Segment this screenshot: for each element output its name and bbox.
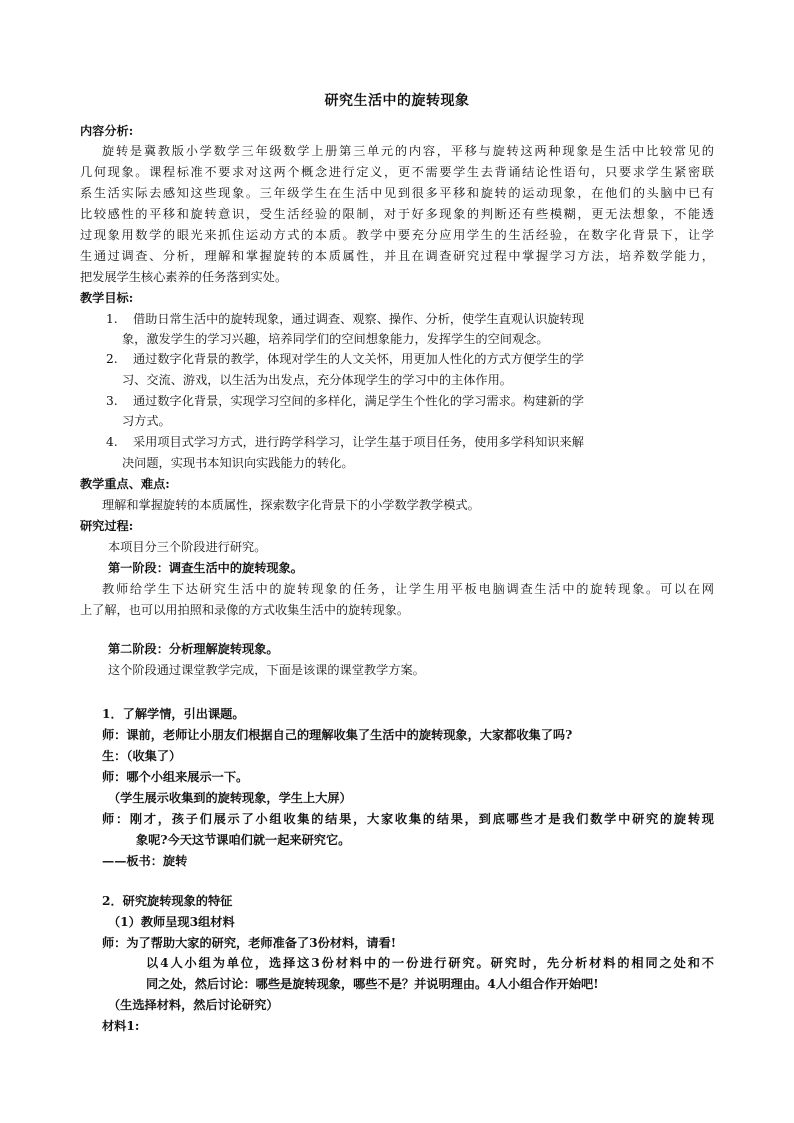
objective-text: 习、交流、游戏，以生活为出发点，充分体现学生的学习中的主体作用。 [122, 373, 512, 387]
content-analysis-line: 生通过调查、分析，理解和掌握旋转的本质属性，并且在调查研究过程中掌握学习方法，培养数学能力， [80, 249, 714, 263]
material-label: 材料1: [102, 1019, 140, 1033]
teacher-line: 以4人小组为单位，选择这3份材料中的一份进行研究。研究时，先分析材料的相同之处和不 [146, 956, 714, 970]
content-analysis-heading: 内容分析: [80, 124, 134, 138]
content-analysis-line: 比较感性的平移和旋转意识，受生活经验的限制，对于好多现象的判断还有些模糊，更无法想象，不能透 [80, 207, 714, 221]
content-analysis-line: 旋转是冀教版小学数学三年级数学上册第三单元的内容，平移与旋转这两种现象是生活中比较常见的 [102, 144, 714, 158]
objective-text: 通过数字化背景的教学，体现对学生的人文关怀，用更加人性化的方式方便学生的学 [133, 352, 584, 366]
student-line: 生：（收集了） [102, 749, 182, 763]
activity-note: （生选择材料，然后讨论研究） [108, 998, 279, 1012]
content-analysis-line: 系生活实际去感知这些现象。三年级学生在生活中见到很多平移和旋转的运动现象，在他们的头脑中已有 [80, 186, 714, 200]
objective-text: 采用项目式学习方式，进行跨学科学习，让学生基于项目任务，使用多学科知识来解 [133, 435, 584, 449]
section-2-subtitle: （1）教师呈现3组材料 [108, 915, 235, 929]
stage1-text: 上了解，也可以用拍照和录像的方式收集生活中的旋转现象。 [80, 603, 410, 617]
teacher-line: 同之处，然后讨论：哪些是旋转现象，哪些不是？并说明理由。4人小组合作开始吧! [146, 977, 599, 991]
objective-number: 3. [106, 394, 118, 408]
key-points-heading: 教学重点、难点: [80, 477, 170, 491]
content-analysis-line: 几何现象。课程标准不要求对这两个概念进行定义，更不需要学生去背诵结论性语句，只要求学生紧密联 [80, 165, 714, 179]
section-1-title: 1．了解学情，引出课题。 [102, 707, 245, 721]
key-points-text: 理解和掌握旋转的本质属性，探索数字化背景下的小学数学教学模式。 [102, 498, 480, 512]
teacher-line: 师：为了帮助大家的研究，老师准备了3份材料，请看! [102, 936, 397, 950]
objective-text: 决问题，实现书本知识向实践能力的转化。 [122, 456, 354, 470]
stage2-title: 第二阶段：分析理解旋转现象。 [108, 642, 279, 656]
objective-text: 借助日常生活中的旋转现象，通过调查、观察、操作、分析，使学生直观认识旋转现 [133, 312, 584, 326]
activity-note: （学生展示收集到的旋转现象，学生上大屏） [108, 791, 352, 805]
objective-text: 通过数字化背景，实现学习空间的多样化，满足学生个性化的学习需求。构建新的学 [133, 394, 584, 408]
process-heading: 研究过程: [80, 519, 134, 533]
section-2-title: 2．研究旋转现象的特征 [102, 894, 233, 908]
stage1-text: 教师给学生下达研究生活中的旋转现象的任务，让学生用平板电脑调查生活中的旋转现象。可以在网 [102, 582, 714, 596]
page-title: 研究生活中的旋转现象 [324, 93, 470, 109]
content-analysis-line: 过现象用数学的眼光来抓住运动方式的本质。教学中要充分应用学生的生活经验，在数字化背景下，让学 [80, 228, 714, 242]
objective-number: 2. [106, 352, 118, 366]
process-intro: 本项目分三个阶段进行研究。 [108, 540, 267, 554]
stage1-title: 第一阶段：调查生活中的旋转现象。 [108, 561, 303, 575]
objective-number: 1. [106, 312, 118, 326]
objectives-heading: 教学目标: [80, 291, 134, 305]
teacher-line: 师：刚才，孩子们展示了小组收集的结果，大家收集的结果，到底哪些才是我们数学中研究的旋转现 [102, 812, 714, 826]
blackboard-note: ——板书：旋转 [102, 854, 188, 868]
stage2-text: 这个阶段通过课堂教学完成，下面是该课的课堂教学方案。 [108, 663, 425, 677]
content-analysis-line: 把发展学生核心素养的任务落到实处。 [80, 270, 288, 284]
objective-number: 4. [106, 435, 118, 449]
objective-text: 习方式。 [122, 414, 171, 428]
teacher-line: 象呢?今天这节课咱们就一起来研究它。 [136, 833, 351, 847]
objective-text: 象，激发学生的学习兴趣，培养同学们的空间想象能力，发挥学生的空间观念。 [122, 332, 549, 346]
teacher-line: 师：哪个小组来展示一下。 [102, 770, 249, 784]
teacher-line: 师：课前，老师让小朋友们根据自己的理解收集了生活中的旋转现象，大家都收集了吗? [102, 728, 573, 742]
